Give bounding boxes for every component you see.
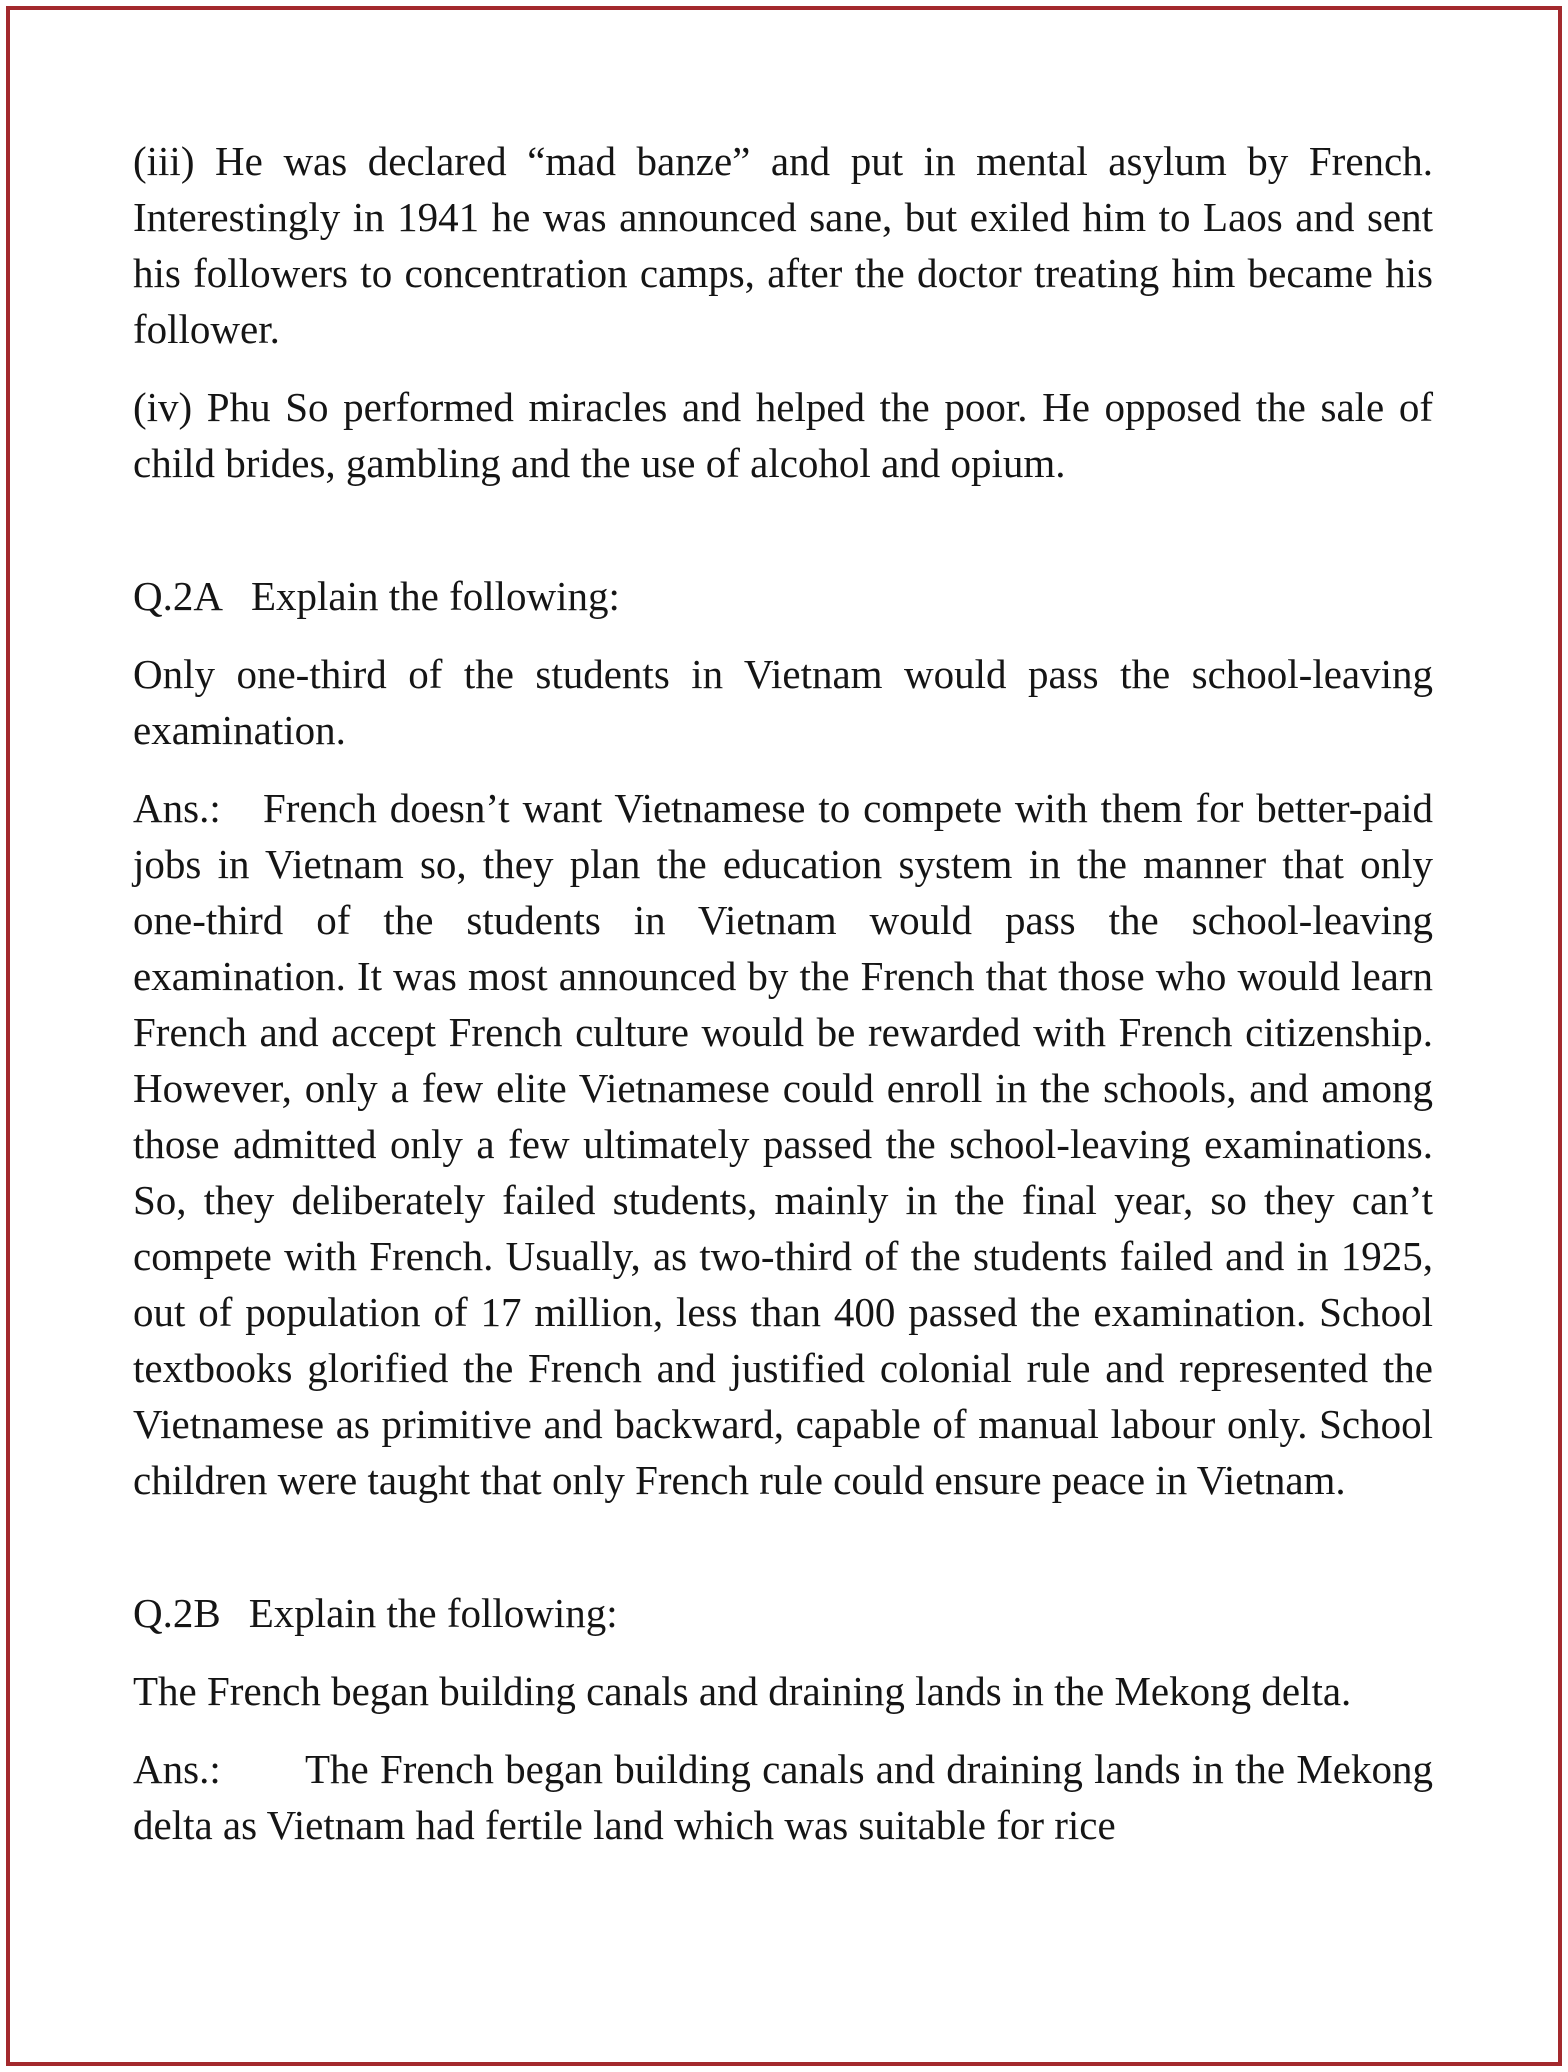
q2b-statement: The French began building canals and draining lands in the Mekong delta. <box>133 1668 1352 1714</box>
q2b-answer <box>133 1741 1433 1853</box>
q2a-number: Q.2A <box>133 573 223 619</box>
q2a-heading <box>133 568 1433 624</box>
q2b-answer-text: The French began building canals and draining lands in the Mekong delta as Vietnam had fertile land which was suitable for rice <box>133 1746 1433 1848</box>
paragraph-iii: (iii) He was declared “mad banze” and put in mental asylum by French. Interestingly in 1941 he was announced sane, but exiled him to Laos and sent his followers to concentration camps, after the doctor treating him became his follower. <box>133 138 1433 352</box>
paragraph-iv: (iv) Phu So performed miracles and helped the poor. He opposed the sale of child brides, gambling and the use of alcohol and opium. <box>133 384 1433 486</box>
q2b-number: Q.2B <box>133 1590 221 1636</box>
q2a-answer-text: French doesn’t want Vietnamese to compete with them for better-paid jobs in Vietnam so, they plan the education system in the manner that only one-third of the students in Vietnam would pass the school-leaving examination. It was most announced by the French that those who would learn French and accept French culture would be rewarded with French citizenship. However, only a few elite Vietnamese could enroll in the schools, and among those admitted only a few ultimately passed the school-leaving examinations. So, they deliberately failed students, mainly in the final year, so they can’t compete with French. Usually, as two-third of the students failed and in 1925, out of population of 17 million, less than 400 passed the examination. School textbooks glorified the French and justified colonial rule and represented the Vietnamese as primitive and backward, capable of manual labour only. School children were taught that only French rule could ensure peace in Vietnam. <box>133 785 1433 1503</box>
q2b-answer-label: Ans.: <box>133 1746 221 1792</box>
document-body <box>133 133 1433 1853</box>
q2a-instruction: Explain the following: <box>250 573 620 619</box>
q2a-answer <box>133 780 1433 1508</box>
q2a-statement: Only one-third of the students in Vietnam would pass the school-leaving examination. <box>133 651 1433 753</box>
q2b-instruction: Explain the following: <box>248 1590 618 1636</box>
q2b-heading <box>133 1585 1433 1641</box>
q2a-answer-label: Ans.: <box>133 785 221 831</box>
